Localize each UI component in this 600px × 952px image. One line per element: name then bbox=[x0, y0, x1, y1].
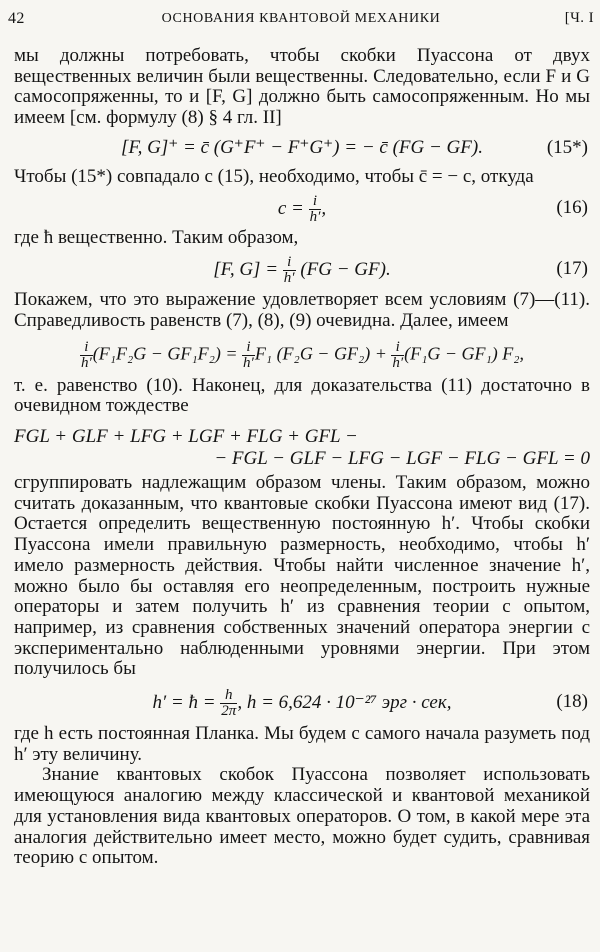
eq18-fraction bbox=[220, 688, 237, 719]
equation-16-number: (16) bbox=[556, 196, 588, 218]
running-title: ОСНОВАНИЯ КВАНТОВОЙ МЕХАНИКИ bbox=[161, 11, 441, 26]
eqmid-term-1: (F₁F₂G − GF₁F₂) = bbox=[92, 343, 238, 364]
eq18-den: 2π bbox=[221, 703, 237, 720]
equation-identity bbox=[14, 417, 590, 473]
eq18-lhs: h′ = ħ = bbox=[152, 691, 216, 713]
equation-16 bbox=[14, 188, 590, 228]
equation-15star-number: (15*) bbox=[546, 136, 588, 158]
eqmid-num-1: i bbox=[80, 340, 93, 356]
eqmid-num-2: i bbox=[242, 340, 255, 356]
eqmid-den-1: h′ bbox=[80, 354, 92, 371]
paragraph-6: сгруппировать надлежащим образом члены. Таким образом, можно считать доказанным, что квантовые скобки Пуассона имеют вид (17). Остается определить вещественную постоянную h′. Чтобы скобки Пуассона имели правильную размерность, необходимо, чтобы h′ имело размерность действия. Чтобы найти численное значение h′, можно было бы оставляя его неопределенным, построить нужные операторы и затем получить h′ из сравнения теории с опытом, например, из сравнения собственных значений оператора энергии с экспериментально наблюденными уровнями энергии. При этом получилось бы bbox=[14, 472, 590, 680]
identity-line-1: FGL + GLF + LFG + LGF + FLG + GFL − bbox=[14, 426, 358, 448]
eqmid-frac-1 bbox=[80, 340, 93, 371]
equation-18-formula bbox=[14, 688, 590, 719]
page-number: 42 bbox=[8, 10, 25, 27]
equation-17-formula bbox=[14, 255, 590, 286]
eq17-fraction bbox=[283, 255, 296, 286]
identity-line-2: − FGL − GLF − LFG − LGF − FLG − GFL = 0 bbox=[214, 448, 590, 470]
paragraph-4: Покажем, что это выражение удовлетворяет всем условиям (7)—(11). Справедливость равенств (7), (8), (9) очевидна. Далее, имеем bbox=[14, 289, 590, 331]
eq16-lhs: c = bbox=[277, 197, 304, 219]
eqmid-frac-2 bbox=[242, 340, 255, 371]
eqmid-frac-3 bbox=[391, 340, 404, 371]
page-body bbox=[14, 46, 590, 869]
paragraph-5: т. е. равенство (10). Наконец, для доказательства (11) достаточно в очевидном тождестве bbox=[14, 374, 590, 417]
eqmid-term-3: (F₁G − GF₁) F₂, bbox=[404, 343, 525, 364]
eq18-rhs: , h = 6,624 · 10⁻²⁷ эрг · сек, bbox=[237, 691, 452, 713]
eq17-num: i bbox=[283, 255, 296, 271]
equation-18-number: (18) bbox=[556, 691, 588, 713]
eq17-lhs: [F, G] = bbox=[213, 259, 279, 281]
eqmid-den-2: h′ bbox=[243, 354, 254, 371]
equation-18 bbox=[14, 680, 590, 724]
eq16-den: h′ bbox=[309, 208, 321, 225]
paragraph-3: где ħ вещественно. Таким образом, bbox=[14, 226, 299, 248]
paragraph-2: Чтобы (15*) совпадало с (15), необходимо, чтобы c̄ = − c, откуда bbox=[14, 165, 534, 187]
paragraph-1: мы должны потребовать, чтобы скобки Пуассона от двух вещественных величин были вещественны. Следовательно, если F и G самосопряженны, то и [F, G] должно быть самосопряженным. Но мы имеем [см. формулу (8) § 4 гл. II] bbox=[14, 45, 590, 129]
eqmid-num-3: i bbox=[391, 340, 404, 356]
eq16-fraction bbox=[309, 194, 322, 225]
equation-17 bbox=[14, 248, 590, 290]
eqmid-den-3: h′ bbox=[392, 354, 404, 371]
equation-leibniz bbox=[14, 332, 590, 376]
equation-16-formula bbox=[14, 194, 590, 225]
eq18-num: h bbox=[220, 688, 237, 704]
eqmid-term-2: F₁ (F₂G − GF₂) + bbox=[254, 343, 387, 364]
eq16-tail: , bbox=[321, 197, 327, 219]
eq17-rhs: (FG − GF). bbox=[300, 259, 391, 281]
equation-15star-formula: [F, G]⁺ = c̄ (G⁺F⁺ − F⁺G⁺) = − c̄ (FG − GF). bbox=[121, 136, 483, 158]
equation-17-number: (17) bbox=[556, 258, 588, 280]
equation-15star bbox=[14, 129, 590, 167]
eq17-den: h′ bbox=[283, 270, 295, 287]
chapter-reference: [Ч. I bbox=[564, 10, 594, 26]
page-header bbox=[8, 10, 594, 32]
paragraph-8: Знание квантовых скобок Пуассона позволяет использовать имеющуюся аналогию между классической и квантовой механикой для установления вида квантовых операторов. О том, в какой мере эта аналогия действительно имеет место, можно будет судить, сравнивая теорию с опытом. bbox=[14, 764, 590, 869]
paragraph-7: где h есть постоянная Планка. Мы будем с самого начала разуметь под h′ эту величину. bbox=[14, 723, 590, 765]
equation-leibniz-formula bbox=[14, 340, 590, 371]
eq16-num: i bbox=[309, 194, 322, 210]
